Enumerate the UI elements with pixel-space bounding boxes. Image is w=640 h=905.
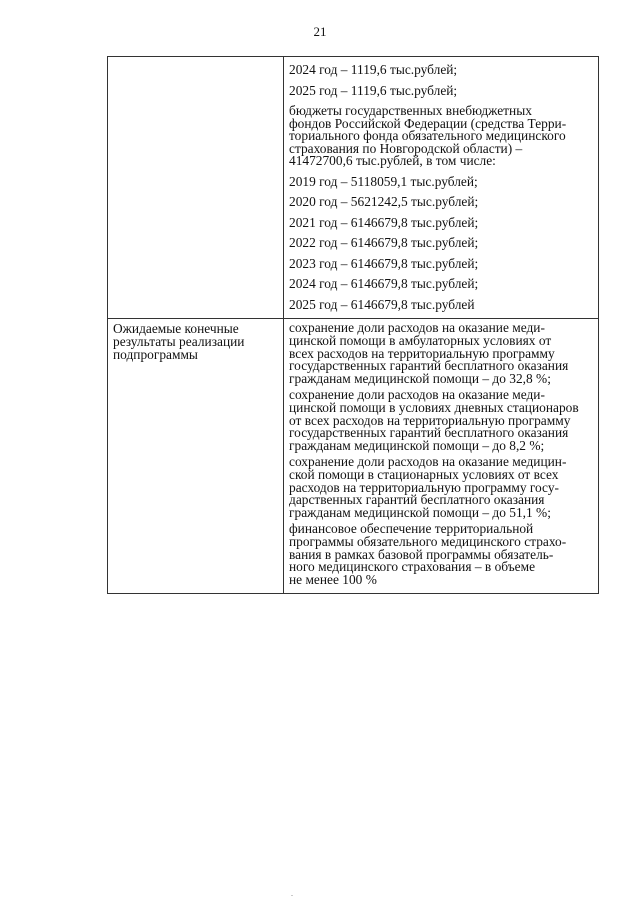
- text-line: бюджеты государственных внебюджетных: [289, 103, 532, 118]
- text-line: дарственных гарантий бесплатного оказания: [289, 492, 545, 508]
- result-paragraph: [289, 389, 594, 452]
- text-line: от всех расходов на территориальную программу: [289, 412, 571, 428]
- text-line: расходов на территориальную программу госу-: [289, 479, 559, 495]
- text-line: сохранение доли расходов на оказание меди-: [289, 387, 545, 403]
- funding-year-line: 2022 год – 6146679,8 тыс.рублей;: [289, 235, 479, 251]
- text-line: гражданам медицинской помощи – до 8,2 %;: [289, 437, 545, 453]
- funds-paragraph: [289, 105, 594, 168]
- result-paragraph: [289, 523, 594, 586]
- text-line: 41472700,6 тыс.рублей, в том числе:: [289, 153, 496, 169]
- page-number: 21: [313, 24, 327, 39]
- label-line: результаты реализации: [113, 334, 245, 350]
- funding-year-line: 2024 год – 6146679,8 тыс.рублей;: [289, 276, 479, 292]
- table-cell-results-label: [108, 319, 284, 594]
- text-line: ской помощи в стационарных условиях от всех: [289, 467, 559, 482]
- funding-line: 2024 год – 1119,6 тыс.рублей;: [289, 62, 458, 77]
- text-line: программы обязательного медицинского страхо-: [289, 533, 567, 549]
- funding-year-line: 2021 год – 6146679,8 тыс.рублей;: [289, 214, 479, 230]
- text-line: всех расходов на территориальную программу: [289, 345, 555, 361]
- text-line: вания в рамках базовой программы обязатель-: [289, 546, 554, 562]
- text-line: ториального фонда обязательного медицинского: [289, 128, 566, 144]
- label-line: Ожидаемые конечные: [113, 321, 239, 337]
- funding-line: 2025 год – 1119,6 тыс.рублей;: [289, 82, 458, 98]
- result-paragraph: [289, 322, 594, 385]
- text-line: фондов Российской Федерации (средства Терри-: [289, 115, 567, 131]
- text-line: не менее 100 %: [289, 571, 377, 587]
- text-line: гражданам медицинской помощи – до 51,1 %;: [289, 504, 551, 520]
- text-line: страхования по Новгородской области) –: [289, 140, 523, 156]
- funding-year-line: 2023 год – 6146679,8 тыс.рублей;: [289, 255, 479, 271]
- table-cell-results: [284, 319, 599, 594]
- table-cell-empty-label: [108, 57, 284, 319]
- label-line: подпрограммы: [113, 347, 198, 363]
- text-line: государственных гарантий бесплатного оказания: [289, 425, 569, 441]
- table-row-funding: [108, 57, 599, 319]
- text-line: гражданам медицинской помощи – до 32,8 %;: [289, 370, 551, 386]
- scan-speck: .: [291, 889, 293, 898]
- funding-year-line: 2020 год – 5621242,5 тыс.рублей;: [289, 194, 479, 210]
- text-line: ного медицинского страхования – в объеме: [289, 559, 536, 575]
- text-line: финансовое обеспечение территориальной: [289, 521, 534, 537]
- result-paragraph: [289, 456, 594, 519]
- text-line: цинской помощи в условиях дневных стационаров: [289, 400, 579, 416]
- subprogram-passport-table: [107, 56, 599, 594]
- text-line: сохранение доли расходов на оказание меди-: [289, 320, 545, 336]
- text-line: цинской помощи в амбулаторных условиях от: [289, 333, 552, 349]
- text-line: государственных гарантий бесплатного оказания: [289, 358, 569, 374]
- funding-year-line: 2019 год – 5118059,1 тыс.рублей;: [289, 173, 478, 189]
- text-line: сохранение доли расходов на оказание медицин-: [289, 454, 567, 470]
- table-row-expected-results: [108, 319, 599, 594]
- table-cell-funding: [284, 57, 599, 319]
- funding-year-line: 2025 год – 6146679,8 тыс.рублей: [289, 296, 475, 312]
